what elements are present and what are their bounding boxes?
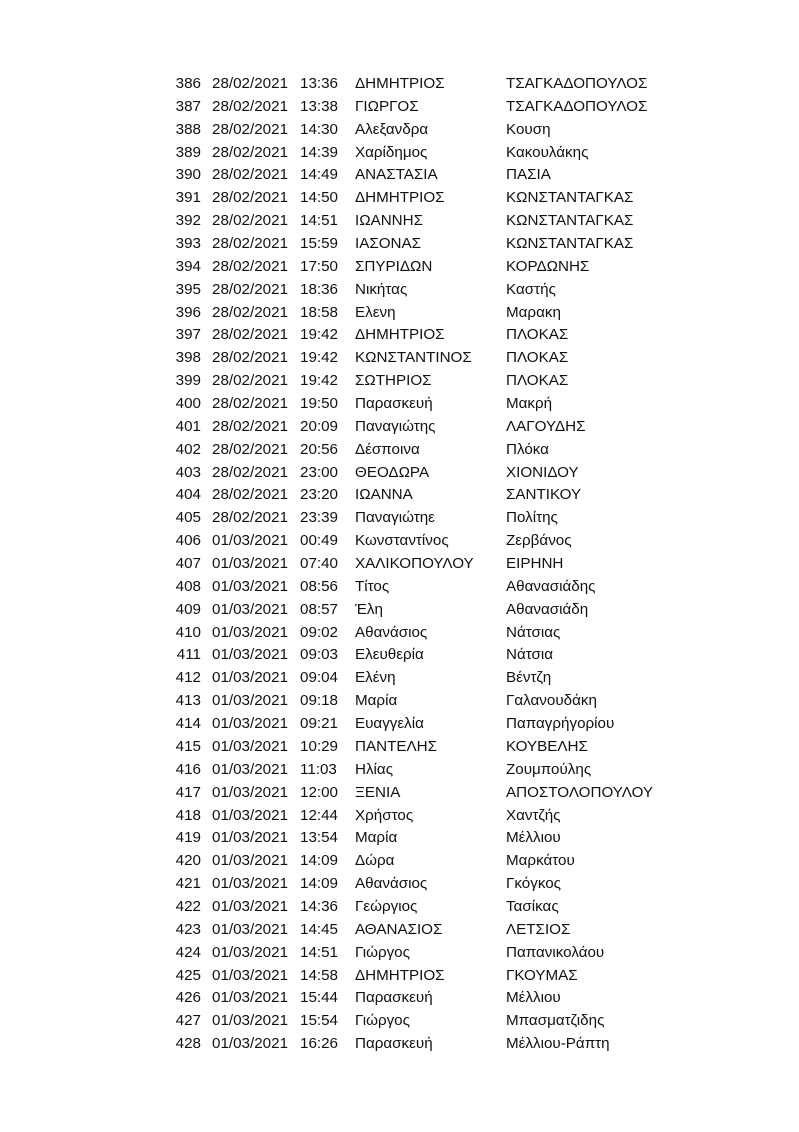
entry-number: 420 (175, 852, 201, 870)
entry-date: 28/02/2021 (212, 257, 289, 275)
entry-first-name: ΔΗΜΗΤΡΙΟΣ (355, 189, 445, 207)
entry-first-name: ΙΑΣΟΝΑΣ (355, 235, 422, 253)
table-row (0, 416, 799, 439)
entry-time: 23:00 (300, 463, 339, 481)
entry-first-name: Τίτος (355, 577, 390, 595)
entry-first-name: ΚΩΝΣΤΑΝΤΙΝΟΣ (355, 349, 472, 367)
entry-date: 28/02/2021 (212, 486, 289, 504)
entry-first-name: Ελενη (355, 303, 396, 321)
entry-first-name: ΞΕΝΙΑ (355, 783, 401, 801)
entry-number: 408 (175, 577, 201, 595)
table-row (0, 919, 799, 942)
entry-last-name: ΠΛΟΚΑΣ (506, 349, 569, 367)
entry-number: 427 (175, 1012, 201, 1030)
entry-number: 407 (175, 555, 201, 573)
entry-time: 18:36 (300, 280, 339, 298)
entry-last-name: Γαλανουδάκη (506, 692, 597, 710)
entry-time: 08:57 (300, 600, 339, 618)
entry-last-name: ΚΩΝΣΤΑΝΤΑΓΚΑΣ (506, 189, 634, 207)
entry-time: 12:44 (300, 806, 339, 824)
entry-number: 426 (175, 989, 201, 1007)
entry-last-name: ΛΕΤΣΙΟΣ (506, 920, 571, 938)
entry-first-name: ΑΝΑΣΤΑΣΙΑ (355, 166, 438, 184)
entry-first-name: ΑΘΑΝΑΣΙΟΣ (355, 920, 443, 938)
entry-number: 415 (175, 737, 201, 755)
table-row (0, 1033, 799, 1056)
entry-number: 386 (175, 75, 201, 92)
entry-date: 01/03/2021 (212, 966, 289, 984)
entry-number: 416 (175, 760, 201, 778)
entry-last-name: Γκόγκος (506, 875, 561, 893)
table-row (0, 827, 799, 850)
entry-last-name: Μαρακη (506, 303, 561, 321)
entry-last-name: Πολίτης (506, 509, 558, 527)
entry-first-name: Παναγιώτης (355, 417, 436, 435)
entry-time: 17:50 (300, 257, 339, 275)
entry-last-name: Παπαγρήγορίου (506, 715, 615, 733)
entry-number: 391 (175, 189, 201, 207)
entry-date: 28/02/2021 (212, 372, 289, 390)
entry-time: 13:38 (300, 97, 339, 115)
entry-date: 28/02/2021 (212, 463, 289, 481)
entry-last-name: Ζερβάνος (506, 532, 572, 550)
entry-date: 28/02/2021 (212, 189, 289, 207)
entry-last-name: Αθανασιάδης (506, 577, 596, 595)
table-row (0, 759, 799, 782)
entry-first-name: ΧΑΛΙΚΟΠΟΥΛΟΥ (355, 555, 474, 573)
entry-first-name: Ελευθερία (355, 646, 424, 664)
entry-number: 395 (175, 280, 201, 298)
entry-date: 01/03/2021 (212, 737, 289, 755)
entry-time: 15:44 (300, 989, 339, 1007)
entry-time: 19:42 (300, 349, 339, 367)
entry-date: 28/02/2021 (212, 143, 289, 161)
entry-time: 14:49 (300, 166, 339, 184)
entry-first-name: Νικήτας (355, 280, 408, 298)
entry-date: 01/03/2021 (212, 806, 289, 824)
entry-number: 418 (175, 806, 201, 824)
table-row (0, 73, 799, 96)
table-row (0, 713, 799, 736)
entry-number: 393 (175, 235, 201, 253)
entry-time: 14:30 (300, 120, 339, 138)
entry-first-name: Δώρα (355, 852, 395, 870)
entry-last-name: Μέλλιου (506, 989, 561, 1007)
entry-last-name: ΚΟΡΔΩΝΗΣ (506, 257, 590, 275)
table-row (0, 644, 799, 667)
entry-last-name: Πλόκα (506, 440, 549, 458)
entry-number: 405 (175, 509, 201, 527)
entry-time: 19:50 (300, 395, 339, 413)
entry-last-name: Μαρκάτου (506, 852, 575, 870)
entry-number: 402 (175, 440, 201, 458)
entry-date: 01/03/2021 (212, 669, 289, 687)
entry-first-name: Γεώργιος (355, 897, 418, 915)
entry-first-name: Γιώργος (355, 1012, 410, 1030)
entry-time: 00:49 (300, 532, 339, 550)
entry-number: 387 (175, 97, 201, 115)
entry-first-name: ΔΗΜΗΤΡΙΟΣ (355, 966, 445, 984)
entry-first-name: Αλεξανδρα (355, 120, 429, 138)
entry-time: 09:03 (300, 646, 339, 664)
entry-time: 09:21 (300, 715, 339, 733)
entry-date: 01/03/2021 (212, 577, 289, 595)
entry-last-name: Νάτσια (506, 646, 554, 664)
entry-last-name: Χαντζής (506, 806, 561, 824)
entry-last-name: ΚΟΥΒΕΛΗΣ (506, 737, 588, 755)
entry-first-name: Κωνσταντίνος (355, 532, 449, 550)
table-row (0, 256, 799, 279)
entry-first-name: Μαρία (355, 829, 398, 847)
entry-number: 403 (175, 463, 201, 481)
table-row (0, 302, 799, 325)
entry-number: 396 (175, 303, 201, 321)
entry-number: 411 (176, 646, 201, 664)
entry-date: 28/02/2021 (212, 303, 289, 321)
entry-number: 401 (175, 417, 201, 435)
entry-date: 01/03/2021 (212, 692, 289, 710)
entry-last-name: ΚΩΝΣΤΑΝΤΑΓΚΑΣ (506, 235, 634, 253)
entry-first-name: ΘΕΟΔΩΡΑ (355, 463, 430, 481)
entry-number: 412 (175, 669, 201, 687)
entry-last-name: ΤΣΑΓΚΑΔΟΠΟΥΛΟΣ (506, 97, 648, 115)
entry-last-name: Κουση (506, 120, 551, 138)
entry-last-name: Βέντζη (506, 669, 552, 687)
entry-number: 388 (175, 120, 201, 138)
table-row (0, 896, 799, 919)
table-row (0, 462, 799, 485)
entry-last-name: ΠΛΟΚΑΣ (506, 372, 569, 390)
entry-time: 13:36 (300, 75, 339, 92)
entry-last-name: Αθανασιάδη (506, 600, 589, 618)
entry-first-name: ΙΩΑΝΝΗΣ (355, 212, 423, 230)
entry-first-name: Ευαγγελία (355, 715, 424, 733)
entry-first-name: Παναγιώτηε (355, 509, 435, 527)
entry-date: 01/03/2021 (212, 943, 289, 961)
entry-time: 09:04 (300, 669, 339, 687)
entry-time: 23:39 (300, 509, 339, 527)
entry-time: 19:42 (300, 372, 339, 390)
entry-first-name: Παρασκευή (355, 1035, 433, 1053)
entry-time: 15:59 (300, 235, 339, 253)
entry-last-name: Μέλλιου (506, 829, 561, 847)
table-row (0, 850, 799, 873)
entry-time: 09:18 (300, 692, 339, 710)
table-row (0, 119, 799, 142)
entry-number: 409 (175, 600, 201, 618)
entry-last-name: ΛΑΓΟΥΔΗΣ (506, 417, 586, 435)
entry-last-name: Κακουλάκης (506, 143, 589, 161)
entry-time: 20:09 (300, 417, 339, 435)
entry-date: 28/02/2021 (212, 280, 289, 298)
table-row (0, 667, 799, 690)
entry-time: 14:58 (300, 966, 339, 984)
entry-first-name: Ηλίας (355, 760, 394, 778)
entry-number: 392 (175, 212, 201, 230)
entry-last-name: Νάτσιας (506, 623, 561, 641)
entry-number: 404 (175, 486, 201, 504)
entry-date: 28/02/2021 (212, 75, 289, 92)
entry-time: 18:58 (300, 303, 339, 321)
entry-first-name: Παρασκευή (355, 989, 433, 1007)
table-row (0, 965, 799, 988)
entry-date: 01/03/2021 (212, 1035, 289, 1053)
entry-number: 423 (175, 920, 201, 938)
entry-last-name: ΚΩΝΣΤΑΝΤΑΓΚΑΣ (506, 212, 634, 230)
entry-first-name: Χρήστος (355, 806, 414, 824)
entry-first-name: Ελένη (355, 669, 396, 687)
entry-last-name: Παπανικολάου (506, 943, 605, 961)
entry-time: 14:45 (300, 920, 339, 938)
entry-number: 413 (175, 692, 201, 710)
table-row (0, 690, 799, 713)
entry-date: 01/03/2021 (212, 600, 289, 618)
entry-number: 406 (175, 532, 201, 550)
table-row (0, 279, 799, 302)
entry-number: 394 (175, 257, 201, 275)
entry-time: 14:09 (300, 875, 339, 893)
entry-number: 417 (175, 783, 201, 801)
entry-date: 01/03/2021 (212, 646, 289, 664)
entry-time: 16:26 (300, 1035, 339, 1053)
entry-time: 14:50 (300, 189, 339, 207)
entry-first-name: ΣΠΥΡΙΔΩΝ (355, 257, 433, 275)
table-row (0, 622, 799, 645)
entry-date: 01/03/2021 (212, 875, 289, 893)
entry-time: 14:39 (300, 143, 339, 161)
entry-last-name: ΠΑΣΙΑ (506, 166, 551, 184)
entry-date: 01/03/2021 (212, 623, 289, 641)
entry-first-name: Μαρία (355, 692, 398, 710)
entry-number: 424 (175, 943, 201, 961)
entry-number: 400 (175, 395, 201, 413)
table-row (0, 782, 799, 805)
entry-first-name: Αθανάσιος (355, 875, 428, 893)
entry-last-name: ΑΠΟΣΤΟΛΟΠΟΥΛΟΥ (506, 783, 654, 801)
entry-number: 421 (175, 875, 201, 893)
entry-number: 397 (175, 326, 201, 344)
entry-number: 389 (175, 143, 201, 161)
entry-date: 01/03/2021 (212, 829, 289, 847)
entry-time: 12:00 (300, 783, 339, 801)
table-row (0, 530, 799, 553)
table-row (0, 142, 799, 165)
entry-date: 28/02/2021 (212, 349, 289, 367)
table-row (0, 942, 799, 965)
entry-date: 28/02/2021 (212, 509, 289, 527)
entry-time: 07:40 (300, 555, 339, 573)
entry-date: 01/03/2021 (212, 532, 289, 550)
table-row (0, 507, 799, 530)
entry-number: 410 (175, 623, 201, 641)
table-row (0, 96, 799, 119)
table-row (0, 324, 799, 347)
entry-last-name: Ζουμπούλης (506, 760, 592, 778)
entry-last-name: ΤΣΑΓΚΑΔΟΠΟΥΛΟΣ (506, 75, 648, 92)
entry-number: 425 (175, 966, 201, 984)
entry-date: 01/03/2021 (212, 852, 289, 870)
entry-number: 390 (175, 166, 201, 184)
entry-number: 419 (175, 829, 201, 847)
entry-time: 14:51 (300, 212, 339, 230)
entry-date: 01/03/2021 (212, 920, 289, 938)
entry-last-name: ΓΚΟΥΜΑΣ (506, 966, 578, 984)
entry-time: 08:56 (300, 577, 339, 595)
table-row (0, 164, 799, 187)
entry-last-name: Μέλλιου-Ράπτη (506, 1035, 610, 1053)
table-row (0, 1010, 799, 1033)
entry-date: 28/02/2021 (212, 417, 289, 435)
entry-date: 01/03/2021 (212, 555, 289, 573)
entry-time: 09:02 (300, 623, 339, 641)
entry-number: 428 (175, 1035, 201, 1053)
entry-date: 28/02/2021 (212, 326, 289, 344)
table-row (0, 187, 799, 210)
entry-date: 01/03/2021 (212, 897, 289, 915)
entry-date: 28/02/2021 (212, 166, 289, 184)
entry-last-name: Μακρή (506, 395, 553, 413)
entry-first-name: Γιώργος (355, 943, 410, 961)
entry-number: 398 (175, 349, 201, 367)
entry-time: 10:29 (300, 737, 339, 755)
entry-first-name: Δέσποινα (355, 440, 420, 458)
entry-date: 28/02/2021 (212, 120, 289, 138)
entry-date: 28/02/2021 (212, 97, 289, 115)
table-row (0, 736, 799, 759)
entry-first-name: Αθανάσιος (355, 623, 428, 641)
entry-date: 01/03/2021 (212, 783, 289, 801)
entry-first-name: ΣΩΤΗΡΙΟΣ (355, 372, 432, 390)
table-row (0, 370, 799, 393)
entry-date: 28/02/2021 (212, 440, 289, 458)
table-row (0, 599, 799, 622)
entry-time: 14:36 (300, 897, 339, 915)
entry-first-name: ΙΩΑΝΝΑ (355, 486, 413, 504)
entry-time: 14:51 (300, 943, 339, 961)
entry-time: 19:42 (300, 326, 339, 344)
entry-number: 414 (175, 715, 201, 733)
entry-first-name: ΔΗΜΗΤΡΙΟΣ (355, 75, 445, 92)
table-row (0, 873, 799, 896)
entry-first-name: ΓΙΩΡΓΟΣ (355, 97, 419, 115)
entry-first-name: Έλη (355, 600, 383, 618)
entry-date: 01/03/2021 (212, 989, 289, 1007)
table-row (0, 439, 799, 462)
entry-last-name: Τασίκας (506, 897, 559, 915)
entry-date: 01/03/2021 (212, 715, 289, 733)
table-row (0, 576, 799, 599)
entry-last-name: Καστής (506, 280, 556, 298)
entry-time: 23:20 (300, 486, 339, 504)
entry-date: 28/02/2021 (212, 212, 289, 230)
entry-number: 399 (175, 372, 201, 390)
entry-last-name: Μπασματζιδης (506, 1012, 605, 1030)
entry-time: 20:56 (300, 440, 339, 458)
entry-last-name: ΧΙΟΝΙΔΟΥ (506, 463, 579, 481)
entry-last-name: ΕΙΡΗΝΗ (506, 555, 564, 573)
entry-date: 28/02/2021 (212, 395, 289, 413)
entry-time: 14:09 (300, 852, 339, 870)
entry-time: 11:03 (300, 760, 337, 778)
table-row (0, 347, 799, 370)
table-row (0, 393, 799, 416)
entry-last-name: ΣΑΝΤΙΚΟΥ (506, 486, 582, 504)
table-row (0, 484, 799, 507)
table-row (0, 233, 799, 256)
entry-first-name: ΔΗΜΗΤΡΙΟΣ (355, 326, 445, 344)
entry-first-name: Παρασκευή (355, 395, 433, 413)
entry-date: 01/03/2021 (212, 760, 289, 778)
table-row (0, 805, 799, 828)
entry-first-name: ΠΑΝΤΕΛΗΣ (355, 737, 437, 755)
entry-date: 28/02/2021 (212, 235, 289, 253)
table-row (0, 987, 799, 1010)
entry-date: 01/03/2021 (212, 1012, 289, 1030)
table-row (0, 210, 799, 233)
entry-time: 15:54 (300, 1012, 339, 1030)
entries-list (0, 73, 799, 1056)
entry-first-name: Χαρίδημος (355, 143, 428, 161)
entry-number: 422 (175, 897, 201, 915)
entry-last-name: ΠΛΟΚΑΣ (506, 326, 569, 344)
table-row (0, 553, 799, 576)
entry-time: 13:54 (300, 829, 339, 847)
